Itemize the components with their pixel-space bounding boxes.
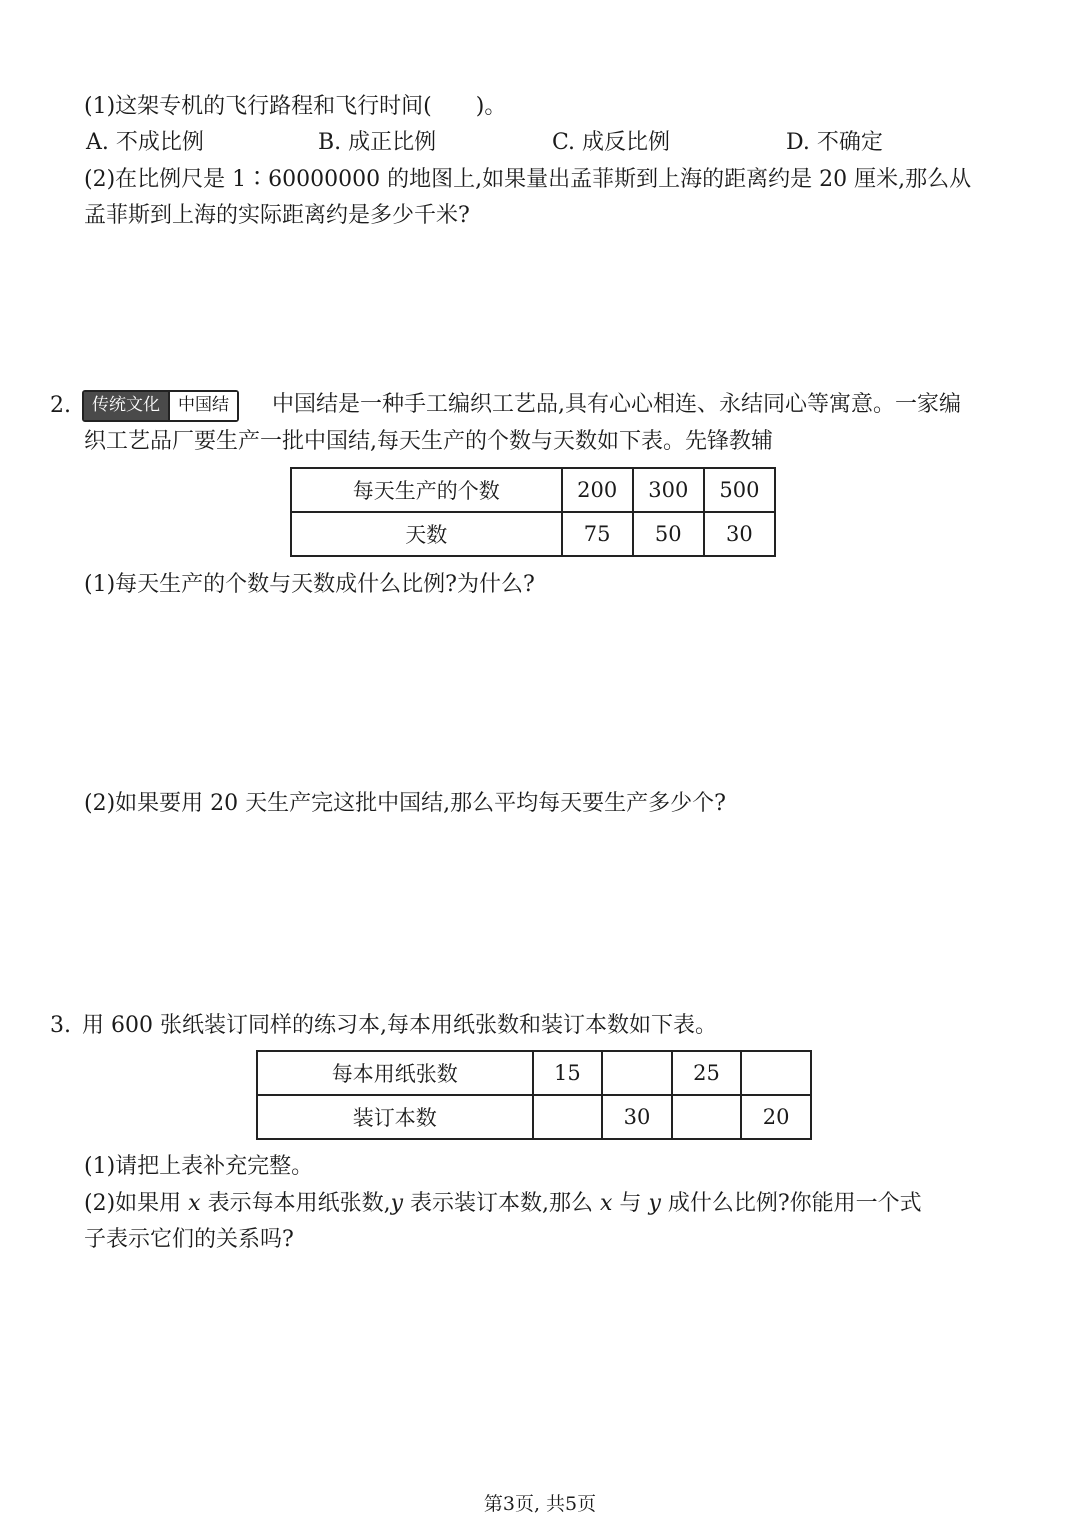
q3-table	[256, 1050, 812, 1140]
q3-sub2-text-b: 表示每本用纸张数,	[200, 1191, 391, 1216]
q1-sub1: (1)这架专机的飞行路程和飞行时间( )。	[84, 94, 507, 119]
table-cell: 15	[533, 1051, 603, 1095]
q2-number: 2.	[50, 393, 71, 418]
q3-sub2-line2: 子表示它们的关系吗?	[84, 1227, 294, 1252]
tag-traditional-culture: 传统文化	[84, 392, 168, 420]
q3-sub2-text-d: 与	[612, 1191, 649, 1216]
table-cell: 20	[741, 1095, 811, 1139]
table-cell-blank	[602, 1051, 672, 1095]
q1-option-c: C. 成反比例	[552, 130, 671, 155]
q3-number: 3.	[50, 1013, 71, 1038]
page-number: 第3页, 共5页	[483, 1493, 597, 1515]
table-cell: 500	[704, 468, 775, 512]
table-row	[291, 468, 775, 512]
q2-sub1: (1)每天生产的个数与天数成什么比例?为什么?	[84, 572, 535, 597]
q2-intro-line2: 织工艺品厂要生产一批中国结,每天生产的个数与天数如下表。先锋教辅	[84, 429, 773, 454]
table-row	[257, 1051, 811, 1095]
q2-category-tag	[82, 390, 239, 422]
q1-sub2-line2: 孟菲斯到上海的实际距离约是多少千米?	[84, 203, 470, 228]
q2-row1-label: 每天生产的个数	[291, 468, 562, 512]
q3-sub2-line1	[84, 1189, 922, 1219]
q3-sub2-text-e: 成什么比例?你能用一个式	[660, 1191, 922, 1216]
variable-x: x	[600, 1191, 613, 1216]
variable-y: y	[390, 1191, 404, 1216]
q1-option-b: B. 成正比例	[318, 130, 437, 155]
variable-y: y	[648, 1191, 661, 1216]
table-cell-blank	[672, 1095, 742, 1139]
q3-intro: 用 600 张纸装订同样的练习本,每本用纸张数和装订本数如下表。	[82, 1013, 717, 1038]
table-cell: 75	[562, 512, 633, 556]
table-row	[291, 512, 775, 556]
q2-row2-label: 天数	[291, 512, 562, 556]
q3-sub1: (1)请把上表补充完整。	[84, 1154, 314, 1179]
q2-intro-line1: 中国结是一种手工编织工艺品,具有心心相连、永结同心等寓意。一家编	[272, 392, 961, 417]
q3-sub2-text-c: 表示装订本数,那么	[403, 1191, 601, 1216]
q1-option-a: A. 不成比例	[86, 130, 204, 155]
q3-row2-label: 装订本数	[257, 1095, 533, 1139]
table-cell: 30	[704, 512, 775, 556]
q3-row1-label: 每本用纸张数	[257, 1051, 533, 1095]
q1-option-d: D. 不确定	[786, 130, 883, 155]
table-cell: 50	[633, 512, 704, 556]
tag-chinese-knot: 中国结	[168, 392, 237, 420]
table-row	[257, 1095, 811, 1139]
table-cell: 30	[602, 1095, 672, 1139]
table-cell: 25	[672, 1051, 742, 1095]
q1-sub2-line1: (2)在比例尺是 1∶60000000 的地图上,如果量出孟菲斯到上海的距离约是 20 厘米,那么从	[84, 167, 972, 192]
variable-x: x	[188, 1191, 201, 1216]
q2-table	[290, 467, 776, 557]
table-cell: 300	[633, 468, 704, 512]
table-cell: 200	[562, 468, 633, 512]
q2-sub2: (2)如果要用 20 天生产完这批中国结,那么平均每天要生产多少个?	[84, 791, 726, 816]
q3-sub2-text-a: (2)如果用	[84, 1191, 189, 1216]
table-cell-blank	[533, 1095, 603, 1139]
table-cell-blank	[741, 1051, 811, 1095]
